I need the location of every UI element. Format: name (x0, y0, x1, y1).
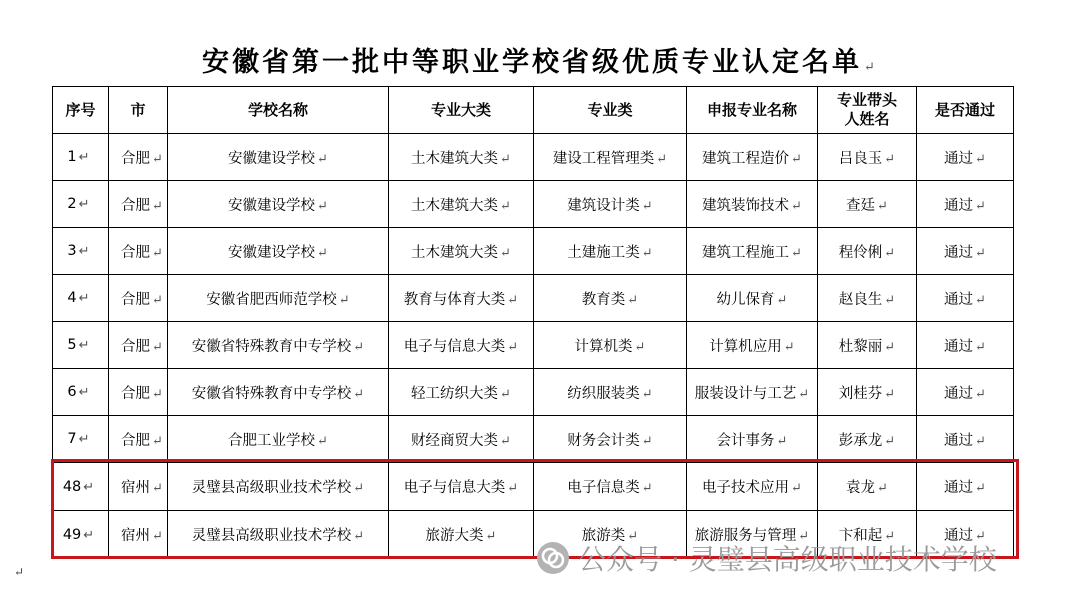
cell-passed-value: 通过 (944, 150, 974, 167)
paragraph-mark-icon: ↵ (641, 386, 653, 402)
paragraph-mark-icon: ↵ (78, 338, 90, 353)
cell-city (109, 275, 168, 322)
cell-major-category (389, 463, 534, 511)
wechat-official-account-icon (536, 541, 570, 575)
cell-passed-value: 通过 (944, 432, 974, 449)
cell-leader-value: 吕良玉 (838, 150, 883, 167)
cell-seq (53, 369, 109, 416)
cell-passed-value: 通过 (944, 338, 974, 355)
paragraph-mark-icon: ↵ (14, 565, 25, 579)
cell-major-name-value: 旅游服务与管理 (694, 528, 797, 544)
cell-passed (917, 416, 1014, 463)
cell-major-name-value: 服装设计与工艺 (694, 385, 797, 402)
cell-major-class-value: 旅游类 (581, 528, 626, 544)
paragraph-mark-icon: ↵ (507, 292, 519, 308)
cell-leader-value: 袁龙 (846, 480, 876, 496)
cell-city (109, 511, 168, 559)
cell-passed-value: 通过 (944, 197, 974, 214)
cell-major-name-value: 电子技术应用 (702, 480, 790, 496)
paragraph-mark-icon: ↵ (338, 292, 350, 308)
cell-city (109, 228, 168, 275)
cell-leader (818, 322, 917, 369)
cell-city (109, 369, 168, 416)
cell-seq-value: 6 (67, 384, 77, 400)
cell-major-class-value: 纺织服装类 (567, 385, 640, 402)
paragraph-mark-icon: ↵ (78, 150, 90, 165)
cell-major-class (534, 369, 687, 416)
paragraph-mark-icon: ↵ (507, 339, 519, 355)
certification-table (52, 86, 1014, 559)
paragraph-mark-icon: ↵ (783, 339, 795, 355)
paragraph-mark-icon: ↵ (353, 529, 365, 544)
cell-major-category (389, 181, 534, 228)
cell-leader-value: 程伶俐 (838, 244, 883, 261)
cell-major-class (534, 134, 687, 181)
paragraph-mark-icon: ↵ (975, 198, 986, 214)
cell-major-name-value: 建筑工程施工 (702, 244, 790, 261)
paragraph-mark-icon: ↵ (884, 151, 896, 167)
cell-major-category (389, 416, 534, 463)
cell-seq (53, 228, 109, 275)
paragraph-mark-icon: ↵ (353, 339, 365, 355)
paragraph-mark-icon: ↵ (152, 198, 163, 214)
paragraph-mark-icon: ↵ (975, 292, 986, 308)
paragraph-mark-icon: ↵ (791, 245, 802, 261)
cell-seq-value: 7 (67, 431, 77, 447)
cell-school-value: 安徽省特殊教育中专学校 (191, 338, 352, 355)
paragraph-mark-icon: ↵ (317, 433, 328, 449)
cell-leader (818, 228, 917, 275)
cell-school (168, 275, 389, 322)
cell-major-category-value: 土木建筑大类 (411, 197, 499, 214)
cell-passed (917, 463, 1014, 511)
paragraph-mark-icon: ↵ (78, 291, 90, 306)
paragraph-mark-icon: ↵ (975, 433, 986, 449)
cell-school (168, 134, 389, 181)
paragraph-mark-icon: ↵ (641, 198, 653, 214)
cell-passed (917, 369, 1014, 416)
cell-passed-value: 通过 (944, 291, 974, 308)
cell-seq-value: 2 (67, 196, 77, 212)
paragraph-mark-icon: ↵ (884, 386, 896, 402)
paragraph-mark-icon: ↵ (884, 339, 896, 355)
cell-leader (818, 369, 917, 416)
paragraph-mark-icon: ↵ (884, 245, 896, 261)
table-row (53, 416, 1014, 463)
paragraph-mark-icon: ↵ (152, 386, 163, 402)
cell-major-name (687, 416, 818, 463)
cell-major-name (687, 181, 818, 228)
cell-passed-value: 通过 (944, 480, 974, 496)
header-major-class: 专业类 (534, 87, 687, 134)
paragraph-mark-icon: ↵ (152, 245, 163, 261)
paragraph-mark-icon: ↵ (791, 481, 802, 496)
paragraph-mark-icon: ↵ (975, 245, 986, 261)
cell-seq-value: 3 (67, 243, 77, 259)
cell-school-value: 安徽建设学校 (228, 244, 316, 261)
cell-passed-value: 通过 (944, 244, 974, 261)
cell-major-name (687, 134, 818, 181)
document-title (0, 40, 1080, 79)
paragraph-mark-icon: ↵ (798, 529, 810, 544)
cell-major-name-value: 幼儿保育 (716, 291, 775, 308)
cell-major-name-value: 计算机应用 (709, 338, 782, 355)
cell-leader-value: 彭承龙 (838, 432, 883, 449)
cell-major-class-value: 建筑设计类 (567, 197, 640, 214)
cell-school-value: 安徽省特殊教育中专学校 (191, 385, 352, 402)
table-row (53, 369, 1014, 416)
cell-major-category-value: 电子与信息大类 (403, 480, 506, 496)
cell-city-value: 合肥 (121, 150, 151, 167)
paragraph-mark-icon: ↵ (884, 433, 896, 449)
paragraph-mark-icon: ↵ (975, 481, 986, 496)
cell-leader-value: 刘桂芬 (838, 385, 883, 402)
cell-major-class (534, 416, 687, 463)
cell-major-category-value: 旅游大类 (425, 528, 484, 544)
paragraph-mark-icon: ↵ (500, 245, 511, 261)
table-row (53, 275, 1014, 322)
paragraph-mark-icon: ↵ (83, 527, 95, 543)
paragraph-mark-icon: ↵ (152, 433, 163, 449)
cell-school (168, 322, 389, 369)
cell-major-category (389, 511, 534, 559)
paragraph-mark-icon: ↵ (975, 529, 986, 544)
cell-passed (917, 275, 1014, 322)
paragraph-mark-icon: ↵ (152, 151, 163, 167)
paragraph-mark-icon: ↵ (641, 245, 653, 261)
table-row (53, 228, 1014, 275)
cell-school (168, 228, 389, 275)
cell-city-value: 合肥 (121, 197, 151, 214)
cell-school-value: 安徽建设学校 (228, 150, 316, 167)
paragraph-mark-icon: ↵ (975, 151, 986, 167)
cell-seq-value: 49 (62, 526, 82, 543)
cell-major-class-value: 建设工程管理类 (552, 150, 655, 167)
cell-seq (53, 322, 109, 369)
cell-major-category-value: 土木建筑大类 (411, 244, 499, 261)
cell-school (168, 463, 389, 511)
cell-passed (917, 134, 1014, 181)
paragraph-mark-icon: ↵ (884, 529, 896, 544)
paragraph-mark-icon: ↵ (317, 245, 328, 261)
header-passed: 是否通过 (917, 87, 1014, 134)
cell-major-name-value: 会计事务 (716, 432, 775, 449)
cell-seq (53, 463, 109, 511)
cell-school (168, 369, 389, 416)
cell-leader-value: 卞和起 (838, 528, 883, 544)
cell-major-name (687, 228, 818, 275)
cell-passed-value: 通过 (944, 528, 974, 544)
cell-leader-value: 杜黎丽 (838, 338, 883, 355)
paragraph-mark-icon: ↵ (634, 339, 646, 355)
paragraph-mark-icon: ↵ (975, 339, 986, 355)
paragraph-mark-icon: ↵ (877, 481, 888, 496)
cell-major-category (389, 275, 534, 322)
cell-major-category (389, 134, 534, 181)
paragraph-mark-icon: ↵ (353, 386, 365, 402)
cell-passed-value: 通过 (944, 385, 974, 402)
paragraph-mark-icon: ↵ (500, 386, 511, 402)
cell-seq-value: 48 (62, 478, 82, 495)
cell-city (109, 322, 168, 369)
cell-major-category-value: 教育与体育大类 (403, 291, 506, 308)
paragraph-mark-icon: ↵ (507, 481, 519, 496)
cell-seq-value: 1 (67, 149, 77, 165)
cell-school-value: 安徽建设学校 (228, 197, 316, 214)
header-seq: 序号 (53, 87, 109, 134)
cell-city-value: 合肥 (121, 291, 151, 308)
paragraph-mark-icon: ↵ (78, 432, 90, 447)
cell-seq (53, 511, 109, 559)
paragraph-mark-icon: ↵ (152, 529, 163, 544)
cell-city-value: 宿州 (121, 480, 151, 496)
header-leader-text: 专业带头人姓名 (836, 91, 897, 128)
paragraph-mark-icon: ↵ (776, 433, 788, 449)
cell-seq (53, 134, 109, 181)
cell-major-category (389, 369, 534, 416)
table-header-row (53, 87, 1014, 134)
paragraph-mark-icon: ↵ (500, 433, 511, 449)
cell-leader (818, 416, 917, 463)
paragraph-mark-icon: ↵ (78, 385, 90, 400)
cell-city (109, 463, 168, 511)
cell-passed (917, 181, 1014, 228)
cell-seq (53, 416, 109, 463)
cell-major-category-value: 轻工纺织大类 (411, 385, 499, 402)
cell-city-value: 宿州 (121, 528, 151, 544)
cell-major-category-value: 电子与信息大类 (403, 338, 506, 355)
header-school: 学校名称 (168, 87, 389, 134)
paragraph-mark-icon: ↵ (353, 481, 365, 496)
cell-major-name (687, 275, 818, 322)
cell-major-name (687, 463, 818, 511)
header-leader (818, 87, 917, 134)
cell-leader-value: 查廷 (846, 197, 876, 214)
cell-seq (53, 275, 109, 322)
cell-major-name (687, 369, 818, 416)
paragraph-mark-icon: ↵ (627, 292, 639, 308)
cell-passed (917, 228, 1014, 275)
cell-major-class-value: 电子信息类 (567, 480, 640, 496)
cell-major-class (534, 275, 687, 322)
cell-major-class (534, 181, 687, 228)
cell-seq (53, 181, 109, 228)
paragraph-mark-icon: ↵ (798, 386, 810, 402)
paragraph-mark-icon: ↵ (485, 529, 497, 544)
cell-city (109, 181, 168, 228)
cell-leader (818, 463, 917, 511)
document-title-text: 安徽省第一批中等职业学校省级优质专业认定名单 (202, 47, 863, 78)
paragraph-mark-icon: ↵ (656, 151, 668, 167)
cell-passed (917, 322, 1014, 369)
watermark (536, 538, 997, 578)
cell-major-category (389, 228, 534, 275)
paragraph-mark-icon: ↵ (152, 481, 163, 496)
cell-major-class (534, 463, 687, 511)
cell-major-category-value: 土木建筑大类 (411, 150, 499, 167)
header-major-name: 申报专业名称 (687, 87, 818, 134)
cell-major-name-value: 建筑装饰技术 (702, 197, 790, 214)
cell-leader (818, 134, 917, 181)
paragraph-mark-icon: ↵ (791, 151, 802, 167)
cell-major-class (534, 228, 687, 275)
paragraph-mark-icon: ↵ (877, 198, 888, 214)
table-row (53, 322, 1014, 369)
paragraph-mark-icon: ↵ (78, 197, 90, 212)
cell-leader (818, 181, 917, 228)
cell-city-value: 合肥 (121, 385, 151, 402)
paragraph-mark-icon: ↵ (83, 479, 95, 495)
watermark-text: 公众号 · 灵璧县高级职业技术学校 (578, 543, 997, 576)
header-city: 市 (109, 87, 168, 134)
cell-city-value: 合肥 (121, 432, 151, 449)
cell-major-class-value: 计算机类 (574, 338, 633, 355)
paragraph-mark-icon: ↵ (864, 60, 878, 75)
cell-school (168, 511, 389, 559)
table-row (53, 134, 1014, 181)
cell-seq-value: 5 (67, 337, 77, 353)
cell-major-name-value: 建筑工程造价 (702, 150, 790, 167)
paragraph-mark-icon: ↵ (152, 339, 163, 355)
cell-major-class-value: 教育类 (581, 291, 626, 308)
cell-leader-value: 赵良生 (838, 291, 883, 308)
paragraph-mark-icon: ↵ (317, 151, 328, 167)
paragraph-mark-icon: ↵ (500, 198, 511, 214)
paragraph-mark-icon: ↵ (317, 198, 328, 214)
header-major-category: 专业大类 (389, 87, 534, 134)
paragraph-mark-icon: ↵ (78, 244, 90, 259)
table-row (53, 463, 1014, 511)
cell-city-value: 合肥 (121, 244, 151, 261)
cell-major-class-value: 土建施工类 (567, 244, 640, 261)
cell-school (168, 181, 389, 228)
cell-major-category (389, 322, 534, 369)
cell-major-class (534, 322, 687, 369)
cell-leader (818, 275, 917, 322)
cell-school-value: 灵璧县高级职业技术学校 (191, 480, 352, 496)
paragraph-mark-icon: ↵ (884, 292, 896, 308)
paragraph-mark-icon: ↵ (791, 198, 802, 214)
cell-school (168, 416, 389, 463)
cell-city (109, 134, 168, 181)
cell-major-category-value: 财经商贸大类 (411, 432, 499, 449)
paragraph-mark-icon: ↵ (641, 433, 653, 449)
cell-seq-value: 4 (67, 290, 77, 306)
paragraph-mark-icon: ↵ (975, 386, 986, 402)
cell-major-class-value: 财务会计类 (567, 432, 640, 449)
cell-school-value: 合肥工业学校 (228, 432, 316, 449)
table-row (53, 181, 1014, 228)
cell-city (109, 416, 168, 463)
cell-city-value: 合肥 (121, 338, 151, 355)
paragraph-mark-icon: ↵ (152, 292, 163, 308)
cell-school-value: 安徽省肥西师范学校 (206, 291, 337, 308)
cell-school-value: 灵璧县高级职业技术学校 (191, 528, 352, 544)
paragraph-mark-icon: ↵ (776, 292, 788, 308)
paragraph-mark-icon: ↵ (641, 481, 653, 496)
paragraph-mark-icon: ↵ (500, 151, 511, 167)
cell-major-name (687, 322, 818, 369)
paragraph-mark-icon: ↵ (627, 529, 639, 544)
